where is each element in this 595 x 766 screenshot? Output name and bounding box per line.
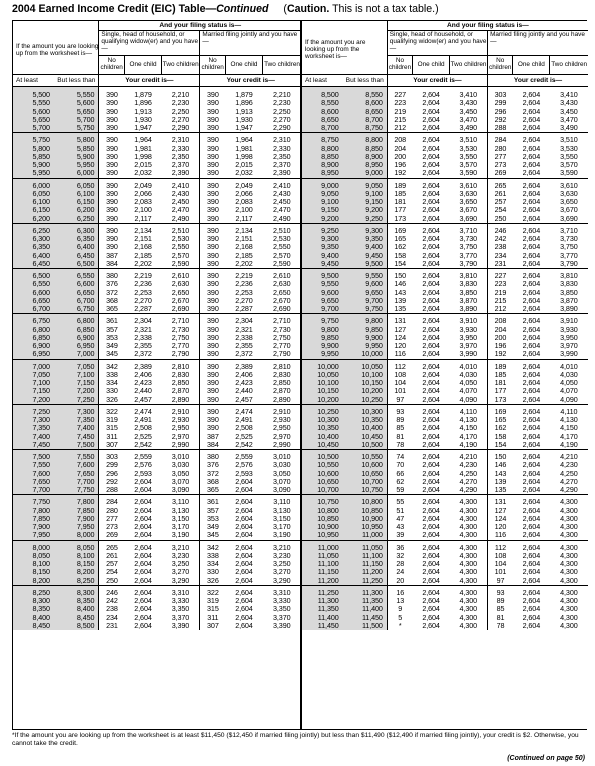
credit-single-two-children: 3,010 3,030 3,050 3,070 3,090 (162, 450, 200, 495)
one-child-header: One child (513, 56, 550, 75)
at-least-cell: 7,000 7,050 7,100 7,150 7,200 (13, 359, 56, 404)
credit-single-two-children: 2,410 2,430 2,450 2,470 2,490 (162, 178, 200, 223)
credit-married-no-children: 390 390 390 390 390 (207, 271, 219, 313)
at-least-cell: 6,250 6,300 6,350 6,400 6,450 (13, 223, 56, 268)
credit-married-one-child: 2,474 2,491 2,508 2,525 2,542 (235, 406, 253, 449)
credit-married-no-children: 284 280 277 273 269 (494, 135, 507, 178)
credit-married-two-children: 3,810 3,830 3,850 3,870 3,890 (560, 271, 578, 313)
credit-single-no-children: 208 204 200 196 192 (394, 135, 407, 178)
credit-married-two-children: 2,910 2,930 2,950 2,970 2,990 (273, 406, 291, 449)
married-header: Married filing jointly and you have— (200, 31, 301, 56)
at-least-cell: 7,250 7,300 7,350 7,400 7,450 (13, 404, 56, 449)
credit-single-no-children: 390 390 390 390 390 (106, 135, 118, 178)
at-least-cell: 8,750 8,800 8,850 8,900 8,950 (302, 133, 345, 178)
but-less-than-cell: 10,800 10,850 10,900 10,950 11,000 (345, 495, 388, 540)
no-children-header: No children (99, 56, 125, 75)
credit-married-no-children: 390 390 390 390 390 (207, 361, 219, 404)
credit-married-one-child: 2,604 2,604 2,604 2,604 2,604 (522, 225, 541, 268)
credit-table (302, 21, 588, 630)
credit-married-one-child: 2,604 2,604 2,604 2,604 2,604 (522, 542, 541, 585)
your-credit-header: Your credit is— (488, 75, 588, 87)
credit-married-one-child: 1,879 1,896 1,913 1,930 1,947 (235, 90, 253, 132)
credit-single-two-children: 4,300 4,300 4,300 4,300 4,300 (450, 495, 488, 540)
credit-married-one-child: 2,604 2,604 2,604 2,604 2,604 (522, 135, 541, 178)
table-row-group (302, 585, 588, 630)
page-title (12, 3, 587, 15)
two-children-header: Two children (551, 60, 588, 68)
credit-single-one-child: 2,559 2,576 2,593 2,604 2,604 (134, 452, 152, 494)
credit-married-no-children: 246 242 238 234 231 (494, 225, 507, 268)
credit-single-two-children: 2,510 2,530 2,550 2,570 2,590 (162, 223, 200, 268)
but-less-than-cell: 8,050 8,100 8,150 8,200 8,250 (56, 540, 99, 585)
title-main: 2004 Earned Income Credit (EIC) Table— (12, 3, 217, 15)
credit-married-one-child: 2,219 2,236 2,253 2,270 2,287 (235, 271, 253, 313)
your-credit-header: Your credit is— (99, 75, 200, 87)
caution-rest: This is not a tax table.) (329, 3, 439, 15)
credit-married-no-children: 390 390 390 390 390 (207, 225, 219, 268)
credit-married-no-children: 390 390 390 387 384 (207, 406, 219, 449)
credit-single-one-child: 2,604 2,604 2,604 2,604 2,604 (422, 497, 440, 540)
married-header: Married filing jointly and you have— (488, 31, 588, 56)
but-less-than-cell: 5,800 5,850 5,900 5,950 6,000 (56, 133, 99, 178)
caution-note (283, 3, 438, 15)
credit-married-two-children: 3,310 3,330 3,350 3,370 3,390 (273, 587, 291, 630)
table-row-group (13, 178, 301, 223)
credit-single-two-children: 2,310 2,330 2,350 2,370 2,390 (162, 133, 200, 178)
credit-married-no-children: 390 390 390 390 390 (207, 316, 219, 359)
at-least-cell: 9,250 9,300 9,350 9,400 9,450 (302, 223, 345, 268)
credit-single-two-children: 3,810 3,830 3,850 3,870 3,890 (450, 269, 488, 314)
no-children-header: No children (387, 56, 412, 75)
but-less-than-cell: 8,300 8,350 8,400 8,450 8,500 (56, 585, 99, 630)
table-row-group (302, 133, 588, 178)
credit-married-no-children: 361 357 353 349 345 (207, 497, 219, 540)
credit-married-two-children: 2,510 2,530 2,550 2,570 2,590 (273, 225, 291, 268)
credit-married-two-children: 4,110 4,130 4,150 4,170 4,190 (560, 406, 578, 449)
credit-single-two-children: 3,510 3,530 3,550 3,570 3,590 (450, 133, 488, 178)
but-less-than-cell: 7,550 7,600 7,650 7,700 7,750 (56, 450, 99, 495)
at-least-cell: 11,250 11,300 11,350 11,400 11,450 (302, 585, 345, 630)
credit-single-one-child: 1,964 1,981 1,998 2,015 2,032 (134, 135, 152, 178)
credit-married-two-children: 3,610 3,630 3,650 3,670 3,690 (560, 180, 578, 223)
credit-single-no-children: 74 70 66 62 59 (396, 452, 405, 494)
your-credit-header: Your credit is— (200, 75, 301, 87)
table-row-group (13, 359, 301, 404)
credit-single-no-children: 131 127 124 120 116 (394, 316, 407, 359)
credit-married-one-child: 2,604 2,604 2,604 2,604 2,604 (235, 587, 253, 630)
at-least-cell: 8,500 8,550 8,600 8,650 8,700 (302, 87, 345, 133)
two-children-header: Two children (264, 60, 300, 68)
credit-married-two-children: 3,910 3,930 3,950 3,970 3,990 (560, 316, 578, 359)
credit-married-two-children: 3,510 3,530 3,550 3,570 3,590 (560, 135, 578, 178)
at-least-cell: 10,250 10,300 10,350 10,400 10,450 (302, 404, 345, 449)
credit-single-one-child: 2,049 2,066 2,083 2,100 2,117 (134, 180, 152, 223)
but-less-than-cell: 5,550 5,600 5,650 5,700 5,750 (56, 87, 99, 133)
at-least-header: At least (302, 75, 345, 87)
credit-married-one-child: 2,604 2,604 2,604 2,604 2,604 (235, 542, 253, 585)
credit-single-one-child: 2,604 2,604 2,604 2,604 2,604 (422, 271, 440, 313)
credit-married-one-child: 2,049 2,066 2,083 2,100 2,117 (235, 180, 253, 223)
credit-married-one-child: 2,604 2,604 2,604 2,604 2,604 (522, 406, 541, 449)
credit-single-one-child: 2,219 2,236 2,253 2,270 2,287 (134, 271, 152, 313)
credit-single-two-children: 2,710 2,730 2,750 2,770 2,790 (162, 314, 200, 359)
but-less-than-cell: 10,550 10,600 10,650 10,700 10,750 (345, 450, 388, 495)
credit-single-no-children: 284 280 277 273 269 (106, 497, 118, 540)
credit-single-two-children: 3,210 3,230 3,250 3,270 3,290 (162, 540, 200, 585)
two-children-header: Two children (162, 56, 200, 75)
caution-bold: Caution. (286, 3, 330, 15)
credit-single-two-children: 3,610 3,630 3,650 3,670 3,690 (450, 178, 488, 223)
credit-married-two-children: 4,010 4,030 4,050 4,070 4,090 (560, 361, 578, 404)
at-least-cell: 10,500 10,550 10,600 10,650 10,700 (302, 450, 345, 495)
at-least-cell: 8,000 8,050 8,100 8,150 8,200 (13, 540, 56, 585)
credit-single-no-children: 112 108 104 101 97 (394, 361, 407, 404)
filing-status-header: And your filing status is— (99, 21, 301, 31)
credit-married-one-child: 2,604 2,604 2,604 2,604 2,604 (522, 316, 541, 359)
credit-single-one-child: 2,304 2,321 2,338 2,355 2,372 (134, 316, 152, 359)
credit-married-no-children: 390 390 390 390 390 (207, 135, 219, 178)
credit-married-no-children: 150 146 143 139 135 (494, 452, 507, 494)
credit-married-one-child: 2,604 2,604 2,604 2,604 2,604 (522, 497, 541, 540)
credit-single-two-children: 2,210 2,230 2,250 2,270 2,290 (162, 87, 200, 133)
credit-married-one-child: 2,604 2,604 2,604 2,604 2,604 (235, 497, 253, 540)
but-less-than-cell: 6,300 6,350 6,400 6,450 6,500 (56, 223, 99, 268)
at-least-cell: 6,500 6,550 6,600 6,650 6,700 (13, 269, 56, 314)
credit-single-two-children: 4,010 4,030 4,050 4,070 4,090 (450, 359, 488, 404)
credit-married-no-children: 189 185 181 177 173 (494, 361, 507, 404)
table-row-group (13, 87, 301, 133)
credit-single-one-child: 2,604 2,604 2,604 2,604 2,604 (422, 406, 440, 449)
credit-single-no-children: 150 146 143 139 135 (394, 271, 407, 313)
credit-married-no-children: 390 390 390 390 390 (207, 180, 219, 223)
credit-single-no-children: 390 390 390 390 390 (106, 180, 118, 223)
credit-married-two-children: 2,710 2,730 2,750 2,770 2,790 (273, 316, 291, 359)
single-header: Single, head of household, or qualifying widow(er) and you have— (99, 31, 200, 56)
table-row-group (302, 269, 588, 314)
credit-married-one-child: 2,389 2,406 2,423 2,440 2,457 (235, 361, 253, 404)
credit-married-two-children: 3,210 3,230 3,250 3,270 3,290 (273, 542, 291, 585)
table-left-half (13, 21, 301, 729)
credit-married-no-children: 131 127 124 120 116 (494, 497, 507, 540)
at-least-cell: 10,000 10,050 10,100 10,150 10,200 (302, 359, 345, 404)
credit-single-one-child: 2,389 2,406 2,423 2,440 2,457 (134, 361, 152, 404)
but-less-than-cell: 10,050 10,100 10,150 10,200 10,250 (345, 359, 388, 404)
lookup-header: If the amount you are looking up from the worksheet is— (302, 21, 387, 75)
credit-married-no-children: 93 89 85 81 78 (496, 587, 505, 630)
but-less-than-cell: 7,300 7,350 7,400 7,450 7,500 (56, 404, 99, 449)
credit-single-two-children: 3,910 3,930 3,950 3,970 3,990 (450, 314, 488, 359)
lookup-header: If the amount you are looking up from the worksheet is— (13, 21, 99, 75)
but-less-than-cell: 6,050 6,100 6,150 6,200 6,250 (56, 178, 99, 223)
table-row-group (302, 495, 588, 540)
credit-married-two-children: 2,610 2,630 2,650 2,670 2,690 (273, 271, 291, 313)
credit-single-one-child: 2,474 2,491 2,508 2,525 2,542 (134, 406, 152, 449)
credit-single-no-children: 93 89 85 81 78 (396, 406, 405, 449)
credit-married-one-child: 2,604 2,604 2,604 2,604 2,604 (522, 587, 541, 630)
eic-table (12, 20, 587, 730)
credit-married-two-children: 3,110 3,130 3,150 3,170 3,190 (273, 497, 291, 540)
credit-single-no-children: 246 242 238 234 231 (106, 587, 118, 630)
but-less-than-cell: 9,300 9,350 9,400 9,450 9,500 (345, 223, 388, 268)
credit-married-no-children: 390 390 390 390 390 (207, 90, 219, 132)
credit-single-one-child: 1,879 1,896 1,913 1,930 1,947 (134, 90, 152, 132)
at-least-cell: 5,500 5,550 5,600 5,650 5,700 (13, 87, 56, 133)
table-row-group (302, 178, 588, 223)
credit-married-two-children: 3,410 3,430 3,450 3,470 3,490 (560, 90, 578, 132)
but-less-than-cell: 6,550 6,600 6,650 6,700 6,750 (56, 269, 99, 314)
caution-open: ( (283, 3, 287, 15)
credit-single-no-children: 361 357 353 349 345 (106, 316, 118, 359)
credit-married-no-children: 342 338 334 330 326 (207, 542, 219, 585)
credit-married-no-children: 380 376 372 368 365 (207, 452, 219, 494)
credit-single-no-children: 227 223 219 215 212 (394, 90, 407, 132)
but-less-than-cell: 11,300 11,350 11,400 11,450 11,500 (345, 585, 388, 630)
credit-married-two-children: 2,210 2,230 2,250 2,270 2,290 (273, 90, 291, 132)
credit-married-no-children: 208 204 200 196 192 (494, 316, 507, 359)
credit-single-no-children: 189 185 181 177 173 (394, 180, 407, 223)
credit-single-two-children: 3,710 3,730 3,750 3,770 3,790 (450, 223, 488, 268)
one-child-header: One child (124, 56, 161, 75)
but-less-than-cell: 7,050 7,100 7,150 7,200 7,250 (56, 359, 99, 404)
credit-single-one-child: 2,604 2,604 2,604 2,604 2,604 (422, 361, 440, 404)
credit-married-one-child: 2,559 2,576 2,593 2,604 2,604 (235, 452, 253, 494)
credit-married-two-children: 4,300 4,300 4,300 4,300 4,300 (560, 542, 578, 585)
credit-married-one-child: 2,604 2,604 2,604 2,604 2,604 (522, 361, 541, 404)
credit-married-two-children: 4,300 4,300 4,300 4,300 4,300 (560, 497, 578, 540)
but-less-than-header: But less than (56, 75, 99, 87)
credit-married-one-child: 2,604 2,604 2,604 2,604 2,604 (522, 90, 541, 132)
credit-single-no-children: 380 376 372 368 365 (106, 271, 118, 313)
at-least-cell: 11,000 11,050 11,100 11,150 11,200 (302, 540, 345, 585)
credit-single-one-child: 2,604 2,604 2,604 2,604 2,604 (422, 587, 440, 630)
but-less-than-cell: 9,050 9,100 9,150 9,200 9,250 (345, 178, 388, 223)
credit-single-two-children: 2,610 2,630 2,650 2,670 2,690 (162, 269, 200, 314)
table-row-group (302, 87, 588, 133)
table-row-group (13, 540, 301, 585)
two-children-header: Two children (450, 56, 488, 75)
credit-single-one-child: 2,604 2,604 2,604 2,604 2,604 (422, 135, 440, 178)
credit-married-two-children: 2,310 2,330 2,350 2,370 2,390 (273, 135, 291, 178)
table-row-group (13, 585, 301, 630)
but-less-than-cell: 11,050 11,100 11,150 11,200 11,250 (345, 540, 388, 585)
credit-single-one-child: 2,604 2,604 2,604 2,604 2,604 (422, 90, 440, 132)
no-children-header: No children (488, 56, 513, 75)
footnote: *If the amount you are looking up from the worksheet is at least $11,450 ($12,450 if married filing jointly) but less than $11,490 ($12,490 if married filing jointly), your credit is $2. Otherwise, you cannot take the credit. (12, 732, 579, 747)
at-least-header: At least (13, 75, 56, 87)
at-least-cell: 5,750 5,800 5,850 5,900 5,950 (13, 133, 56, 178)
credit-single-no-children: 265 261 257 254 250 (106, 542, 118, 585)
at-least-cell: 6,750 6,800 6,850 6,900 6,950 (13, 314, 56, 359)
one-child-header: One child (413, 56, 450, 75)
credit-single-one-child: 2,604 2,604 2,604 2,604 2,604 (134, 497, 152, 540)
credit-married-one-child: 2,304 2,321 2,338 2,355 2,372 (235, 316, 253, 359)
credit-single-one-child: 2,604 2,604 2,604 2,604 2,604 (422, 542, 440, 585)
credit-single-no-children: 16 13 9 5 * (396, 587, 405, 630)
but-less-than-cell: 9,550 9,600 9,650 9,700 9,750 (345, 269, 388, 314)
but-less-than-cell: 8,800 8,850 8,900 8,950 9,000 (345, 133, 388, 178)
credit-single-no-children: 342 338 334 330 326 (106, 361, 118, 404)
credit-single-one-child: 2,604 2,604 2,604 2,604 2,604 (134, 587, 152, 630)
but-less-than-cell: 7,800 7,850 7,900 7,950 8,000 (56, 495, 99, 540)
credit-single-two-children: 3,110 3,130 3,150 3,170 3,190 (162, 495, 200, 540)
table-row-group (302, 223, 588, 268)
credit-married-one-child: 2,604 2,604 2,604 2,604 2,604 (522, 452, 541, 494)
credit-single-one-child: 2,604 2,604 2,604 2,604 2,604 (134, 542, 152, 585)
credit-single-two-children: 2,810 2,830 2,850 2,870 2,890 (162, 359, 200, 404)
table-row-group (13, 450, 301, 495)
credit-single-one-child: 2,604 2,604 2,604 2,604 2,604 (422, 316, 440, 359)
table-row-group (302, 359, 588, 404)
table-row-group (13, 404, 301, 449)
credit-married-two-children: 3,010 3,030 3,050 3,070 3,090 (273, 452, 291, 494)
credit-single-two-children: 2,910 2,930 2,950 2,970 2,990 (162, 404, 200, 449)
at-least-cell: 10,750 10,800 10,850 10,900 10,950 (302, 495, 345, 540)
at-least-cell: 9,750 9,800 9,850 9,900 9,950 (302, 314, 345, 359)
at-least-cell: 9,000 9,050 9,100 9,150 9,200 (302, 178, 345, 223)
credit-single-no-children: 322 319 315 311 307 (106, 406, 118, 449)
credit-married-two-children: 4,210 4,230 4,250 4,270 4,290 (560, 452, 578, 494)
at-least-cell: 7,750 7,800 7,850 7,900 7,950 (13, 495, 56, 540)
but-less-than-cell: 6,800 6,850 6,900 6,950 7,000 (56, 314, 99, 359)
at-least-cell: 9,500 9,550 9,600 9,650 9,700 (302, 269, 345, 314)
credit-single-no-children: 303 299 296 292 288 (106, 452, 118, 494)
credit-single-two-children: 3,410 3,430 3,450 3,470 3,490 (450, 87, 488, 133)
credit-married-no-children: 112 108 104 101 97 (494, 542, 507, 585)
table-row-group (13, 223, 301, 268)
credit-table (13, 21, 301, 630)
credit-single-one-child: 2,604 2,604 2,604 2,604 2,604 (422, 452, 440, 494)
credit-married-no-children: 303 299 296 292 288 (494, 90, 507, 132)
table-row-group (302, 540, 588, 585)
credit-single-one-child: 2,604 2,604 2,604 2,604 2,604 (422, 225, 440, 268)
credit-single-no-children: 55 51 47 43 39 (396, 497, 405, 540)
credit-married-one-child: 2,604 2,604 2,604 2,604 2,604 (522, 180, 541, 223)
credit-single-no-children: 390 390 390 390 390 (106, 90, 118, 132)
credit-married-no-children: 169 165 162 158 154 (494, 406, 507, 449)
credit-married-no-children: 265 261 257 254 250 (494, 180, 507, 223)
but-less-than-cell: 10,300 10,350 10,400 10,450 10,500 (345, 404, 388, 449)
credit-married-two-children: 4,300 4,300 4,300 4,300 4,300 (560, 587, 578, 630)
your-credit-header: Your credit is— (387, 75, 487, 87)
at-least-cell: 8,250 8,300 8,350 8,400 8,450 (13, 585, 56, 630)
credit-married-no-children: 227 223 219 215 212 (494, 271, 507, 313)
credit-married-two-children: 3,710 3,730 3,750 3,770 3,790 (560, 225, 578, 268)
credit-single-one-child: 2,604 2,604 2,604 2,604 2,604 (422, 180, 440, 223)
credit-single-two-children: 4,300 4,300 4,300 4,300 4,300 (450, 540, 488, 585)
continued-note: (Continued on page 50) (507, 755, 585, 762)
credit-single-no-children: 36 32 28 24 20 (396, 542, 405, 585)
credit-single-one-child: 2,134 2,151 2,168 2,185 2,202 (134, 225, 152, 268)
but-less-than-cell: 9,800 9,850 9,900 9,950 10,000 (345, 314, 388, 359)
no-children-header: No children (200, 56, 226, 75)
filing-status-header: And your filing status is— (387, 21, 588, 31)
single-header: Single, head of household, or qualifying widow(er) and you have— (387, 31, 487, 56)
credit-married-two-children: 2,410 2,430 2,450 2,470 2,490 (273, 180, 291, 223)
credit-single-two-children: 4,300 4,300 4,300 4,300 4,300 (450, 585, 488, 630)
credit-single-no-children: 169 165 162 158 154 (394, 225, 407, 268)
one-child-header: One child (225, 56, 262, 75)
credit-married-one-child: 1,964 1,981 1,998 2,015 2,032 (235, 135, 253, 178)
table-row-group (302, 450, 588, 495)
credit-single-two-children: 4,110 4,130 4,150 4,170 4,190 (450, 404, 488, 449)
table-row-group (302, 314, 588, 359)
credit-single-no-children: 390 390 390 387 384 (106, 225, 118, 268)
table-right-half (302, 21, 588, 729)
table-row-group (302, 404, 588, 449)
table-row-group (13, 133, 301, 178)
credit-single-two-children: 4,210 4,230 4,250 4,270 4,290 (450, 450, 488, 495)
credit-married-two-children: 2,810 2,830 2,850 2,870 2,890 (273, 361, 291, 404)
at-least-cell: 6,000 6,050 6,100 6,150 6,200 (13, 178, 56, 223)
table-row-group (13, 314, 301, 359)
at-least-cell: 7,500 7,550 7,600 7,650 7,700 (13, 450, 56, 495)
table-row-group (13, 495, 301, 540)
table-row-group (13, 269, 301, 314)
credit-married-no-children: 322 319 315 311 307 (207, 587, 219, 630)
credit-married-one-child: 2,604 2,604 2,604 2,604 2,604 (522, 271, 541, 313)
but-less-than-cell: 8,550 8,600 8,650 8,700 8,750 (345, 87, 388, 133)
credit-single-two-children: 3,310 3,330 3,350 3,370 3,390 (162, 585, 200, 630)
but-less-than-header: But less than (345, 75, 388, 87)
credit-married-one-child: 2,134 2,151 2,168 2,185 2,202 (235, 225, 253, 268)
title-continued: Continued (216, 3, 269, 15)
